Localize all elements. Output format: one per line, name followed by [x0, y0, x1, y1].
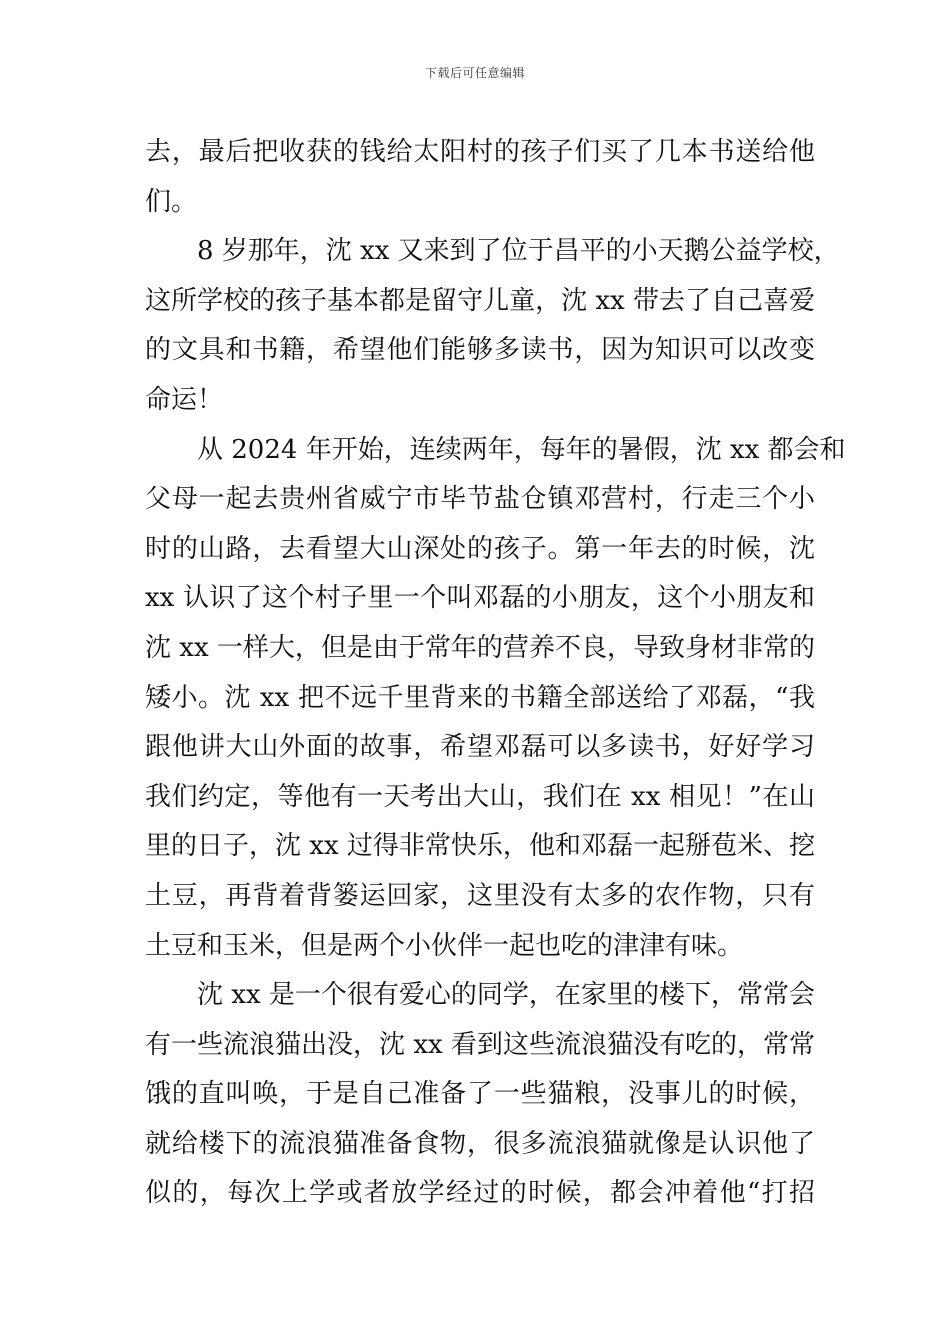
text-line: 沈 xx 是一个很有爱心的同学，在家里的楼下，常常会 [197, 980, 815, 1011]
paragraph-3 [145, 426, 846, 972]
text-line: xx 认识了这个村子里一个叫邓磊的小朋友，这个小朋友和 [145, 583, 815, 614]
text-line: 命运！ [145, 384, 224, 415]
text-line: 的文具和书籍，希望他们能够多读书，因为知识可以改变 [145, 335, 815, 366]
paragraph-4 [145, 971, 815, 1219]
page-header: 下载后可任意编辑 [424, 66, 525, 80]
text-line: 土豆，再背着背篓运回家，这里没有太多的农作物，只有 [145, 880, 815, 911]
text-line: 土豆和玉米，但是两个小伙伴一起也吃的津津有味。 [145, 930, 744, 961]
text-line: 跟他讲大山外面的故事，希望邓磊可以多读书，好好学习 [145, 732, 815, 763]
paragraph-1 [145, 128, 815, 227]
text-line: 这所学校的孩子基本都是留守儿童，沈 xx 带去了自己喜爱 [145, 285, 815, 316]
text-line: 时的山路，去看望大山深处的孩子。第一年去的时候，沈 [145, 533, 815, 564]
text-line: 饿的直叫唤，于是自己准备了一些猫粮，没事儿的时候， [145, 1079, 815, 1110]
text-line: 我们约定，等他有一天考出大山，我们在 xx 相见！”在山 [145, 781, 815, 812]
text-line: 沈 xx 一样大，但是由于常年的营养不良，导致身材非常的 [145, 632, 815, 663]
text-line: 矮小。沈 xx 把不远千里背来的书籍全部送给了邓磊，“我 [145, 682, 815, 713]
text-line: 有一些流浪猫出没，沈 xx 看到这些流浪猫没有吃的，常常 [145, 1029, 815, 1060]
text-line: 从 2024 年开始，连续两年，每年的暑假，沈 xx 都会和 [197, 434, 846, 465]
text-line: 们。 [145, 186, 198, 217]
document-body [145, 128, 846, 1219]
text-line: 就给楼下的流浪猫准备食物，很多流浪猫就像是认识他了 [145, 1128, 815, 1159]
text-line: 似的，每次上学或者放学经过的时候，都会冲着他“打招 [145, 1178, 815, 1209]
text-line: 去，最后把收获的钱给太阳村的孩子们买了几本书送给他 [145, 137, 815, 167]
text-line: 父母一起去贵州省威宁市毕节盐仓镇邓营村，行走三个小 [145, 484, 815, 515]
text-line: 8 岁那年，沈 xx 又来到了位于昌平的小天鹅公益学校， [197, 236, 840, 267]
paragraph-2 [145, 227, 840, 425]
text-line: 里的日子，沈 xx 过得非常快乐，他和邓磊一起掰苞米、挖 [145, 831, 815, 862]
